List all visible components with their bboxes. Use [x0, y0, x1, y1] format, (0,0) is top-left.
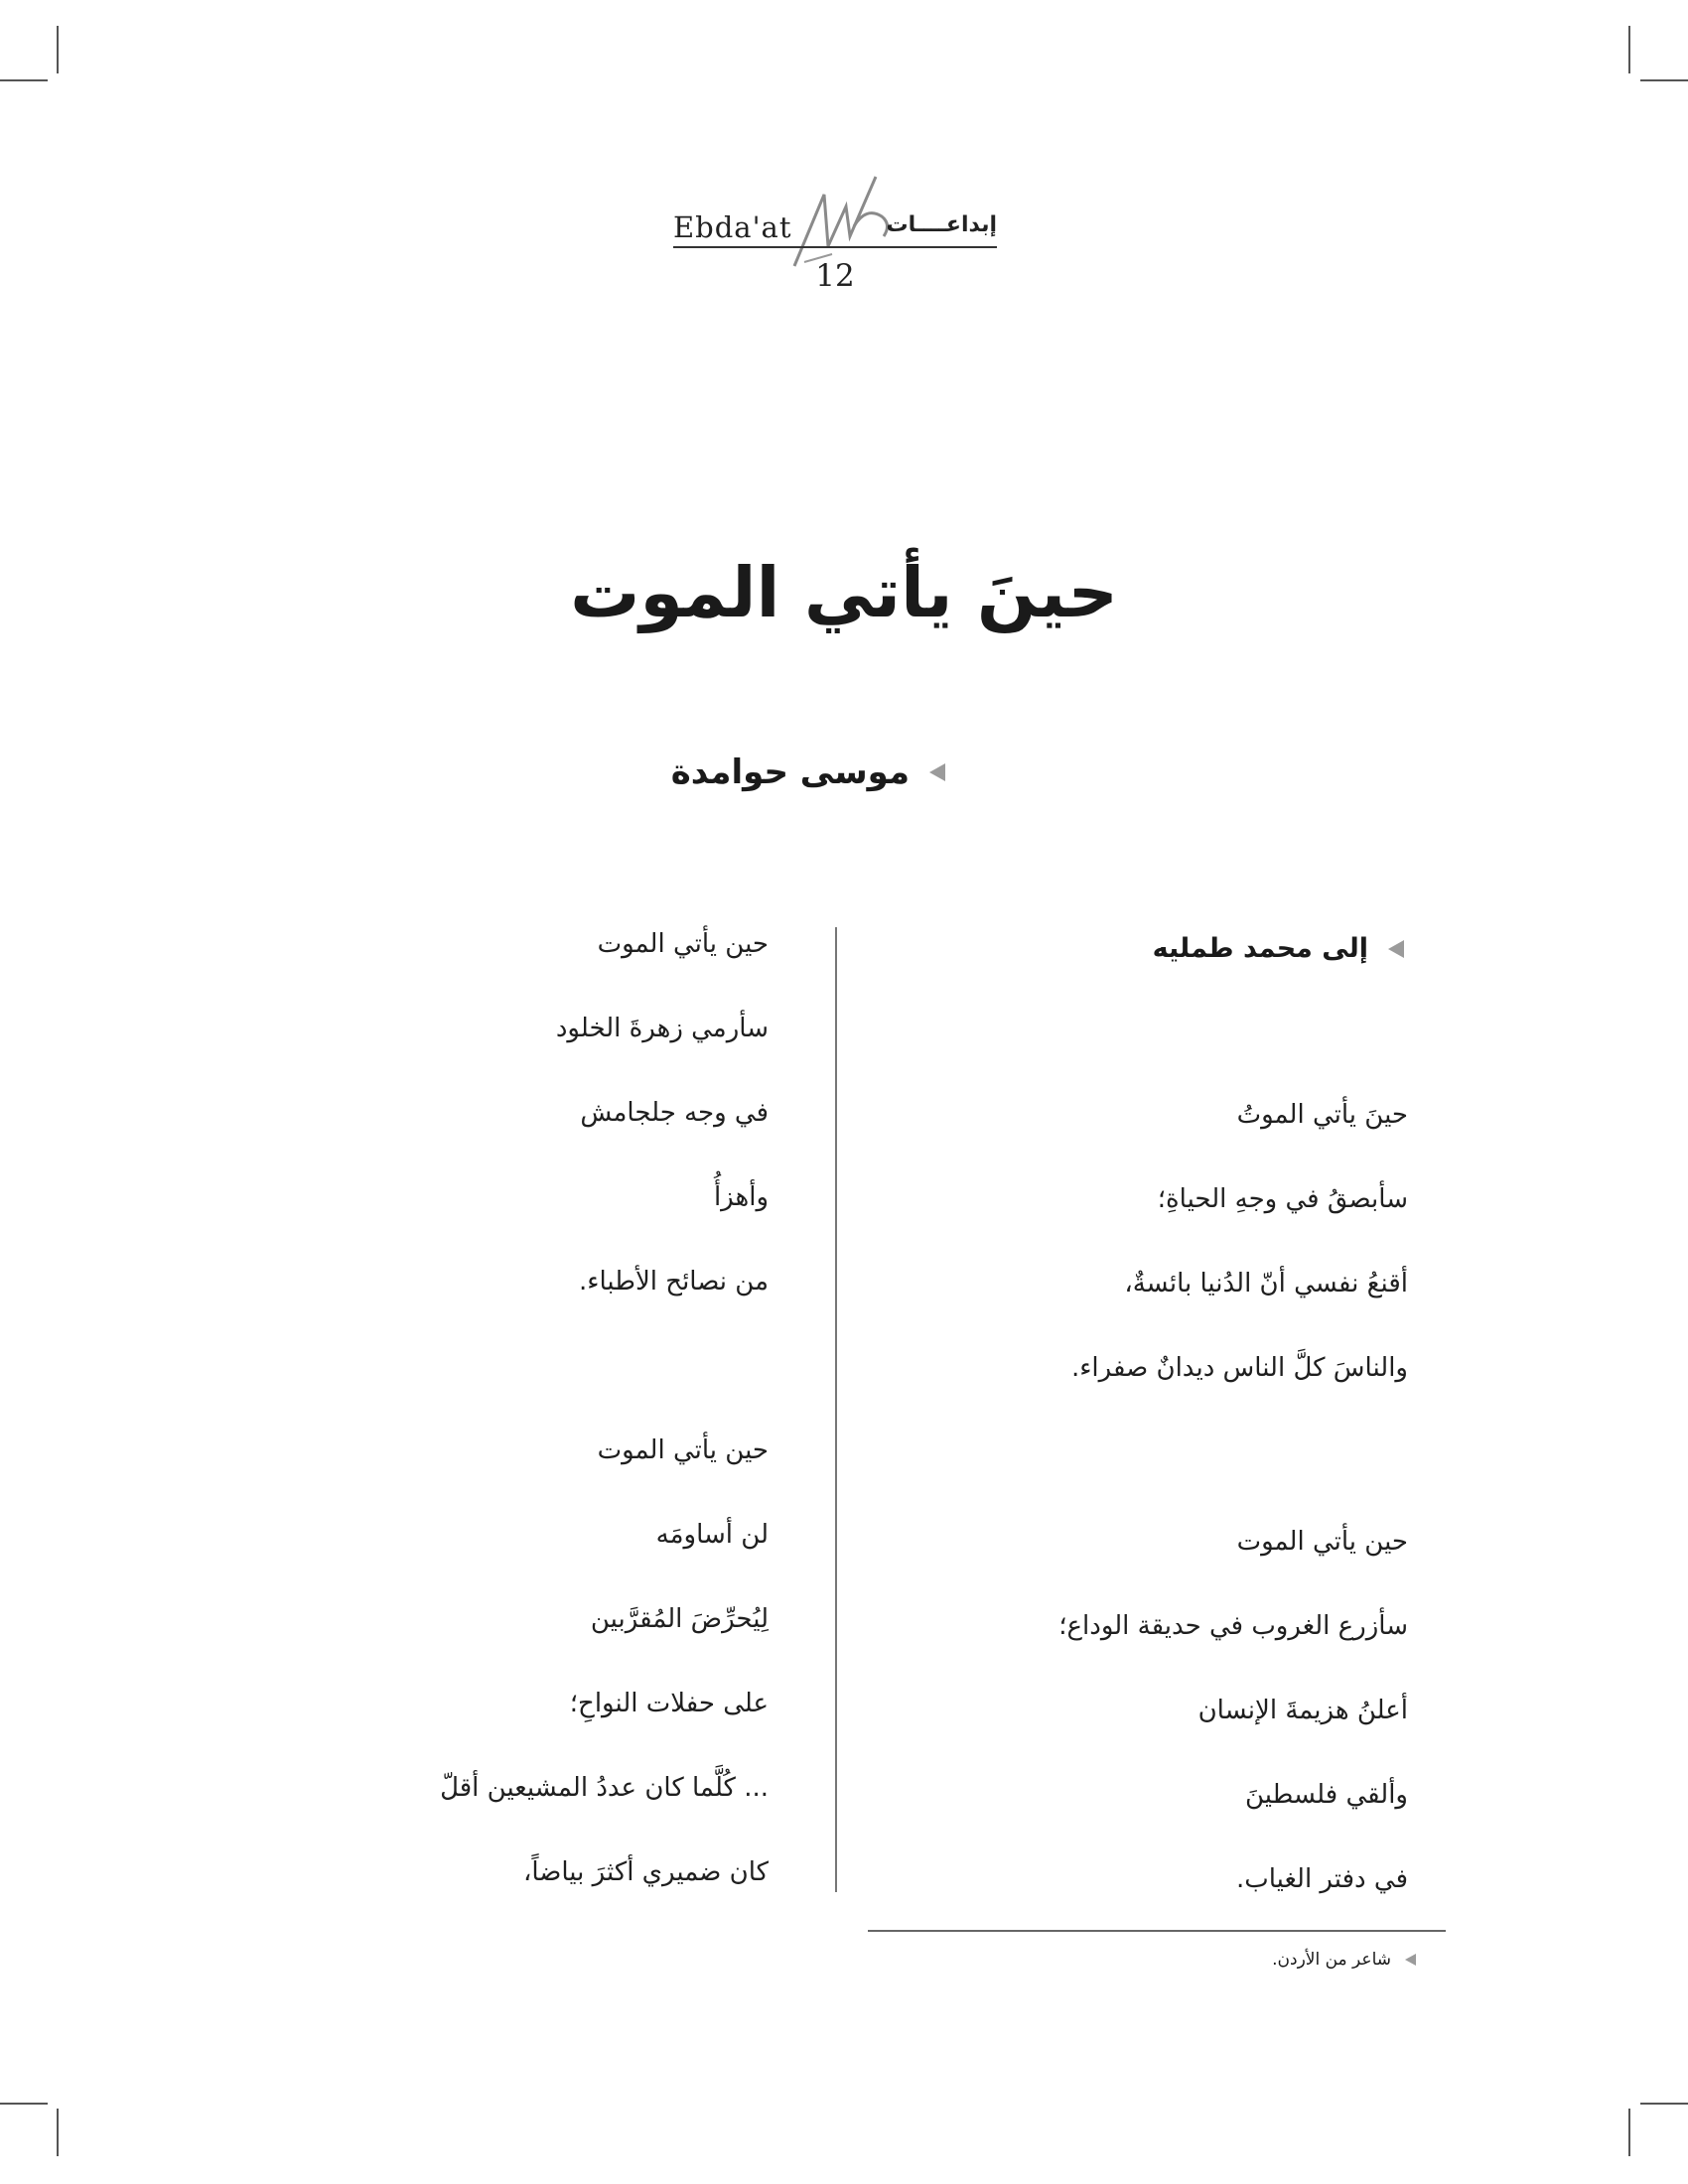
crop-mark [1628, 26, 1630, 73]
crop-mark [1640, 2103, 1688, 2105]
verse-line: سأزرع الغروب في حديقة الوداع؛ [1058, 1611, 1408, 1641]
crop-mark [57, 2109, 59, 2156]
column-divider [835, 927, 837, 1892]
verse-line: حين يأتي الموت [597, 1435, 769, 1465]
verse-line: سأرمي زهرةَ الخلود [555, 1014, 769, 1043]
triangle-marker-icon [929, 763, 945, 781]
verse-line: والناسَ كلَّ الناس ديدانٌ صفراء. [1070, 1353, 1408, 1383]
verse-line: ... كُلَّما كان عددُ المشيعين أقلّ [440, 1773, 769, 1803]
triangle-marker-icon [1405, 1954, 1416, 1966]
poem-title: حينَ يأتي الموت [570, 552, 1118, 633]
verse-line: على حفلات النواحِ؛ [569, 1689, 769, 1718]
verse-line: حين يأتي الموت [1236, 1527, 1408, 1557]
verse-line: وألقي فلسطينَ [1245, 1780, 1408, 1810]
verse-line: من نصائح الأطباء. [579, 1267, 769, 1297]
page-number: 12 [815, 258, 855, 294]
dedication: إلى محمد طمليه [1152, 933, 1368, 964]
footnote: شاعر من الأردن. [1272, 1950, 1391, 1970]
header-arabic-name: إبداعــــات [886, 212, 997, 237]
dedication-row [1153, 933, 1404, 964]
triangle-marker-icon [1388, 940, 1404, 958]
crop-mark [0, 79, 48, 81]
verse-line: لن أساومَه [655, 1520, 769, 1550]
header-rule [673, 246, 997, 248]
crop-mark [57, 26, 59, 73]
verse-line: وأهزأُ [713, 1182, 769, 1212]
header-english-name: Ebda'at [673, 210, 792, 244]
verse-line: في دفتر الغياب. [1235, 1864, 1408, 1894]
verse-line: أعلنُ هزيمةَ الإنسان [1197, 1696, 1408, 1725]
verse-line: سأبصقُ في وجهِ الحياةِ؛ [1157, 1184, 1408, 1214]
verse-line: أقنعُ نفسي أنّ الدُنيا بائسةٌ، [1124, 1269, 1408, 1298]
footnote-row [1272, 1950, 1416, 1970]
verse-line: حين يأتي الموت [597, 929, 769, 959]
running-header [673, 167, 997, 294]
crop-mark [0, 2103, 48, 2105]
verse-line: حينَ يأتي الموتُ [1236, 1100, 1408, 1130]
author-name: موسى حوامدة [670, 752, 910, 792]
crop-mark [1640, 79, 1688, 81]
author-row [671, 752, 945, 792]
crop-mark [1628, 2109, 1630, 2156]
footnote-rule [868, 1930, 1446, 1932]
verse-line: لِيُحرِّضَ المُقرَّبين [590, 1604, 769, 1634]
verse-line: كان ضميري أكثرَ بياضاً، [522, 1857, 769, 1887]
verse-line: في وجه جلجامش [580, 1098, 769, 1128]
